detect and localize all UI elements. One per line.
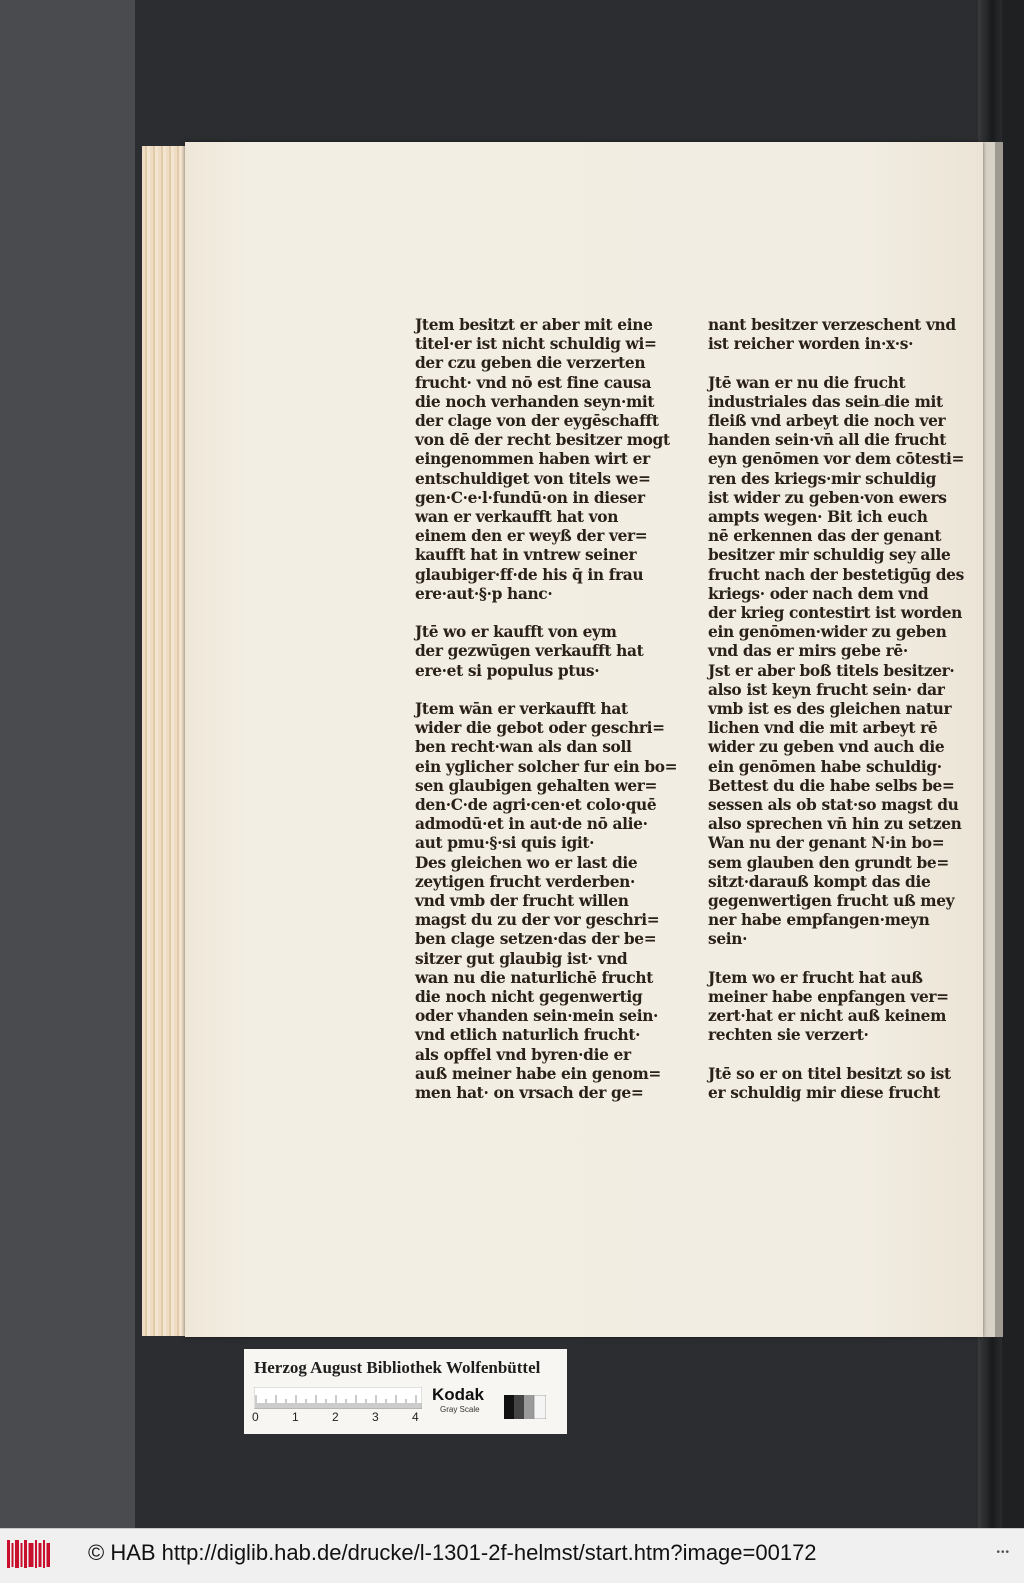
text-line: der krieg contestirt ist worden bbox=[708, 604, 962, 623]
text-line: industriales das sein die mit bbox=[708, 392, 943, 411]
text-line: vmb ist es des gleichen natur bbox=[708, 700, 952, 719]
text-line: nant besitzer verzeschent vnd bbox=[708, 316, 956, 334]
text-line: eingenommen haben wirt er bbox=[415, 450, 650, 469]
logo-bar bbox=[21, 1543, 23, 1567]
footer-bar bbox=[0, 1528, 1024, 1583]
text-line: einem den er weyß der ver= bbox=[415, 527, 648, 546]
logo-bar bbox=[24, 1540, 27, 1568]
text-line: nē erkennen das der genant bbox=[708, 527, 942, 546]
text-line: sem glauben den grundt be= bbox=[708, 853, 949, 872]
text-line: vnd etlich naturlich frucht· bbox=[415, 1026, 641, 1045]
logo-bar bbox=[47, 1543, 51, 1567]
paragraph bbox=[415, 700, 678, 1103]
ruler-label: 1 bbox=[292, 1410, 299, 1424]
text-line: titel·er ist nicht schuldig wi= bbox=[415, 335, 657, 354]
logo-bar bbox=[35, 1540, 37, 1568]
opposite-page-shadow bbox=[995, 142, 1003, 1337]
text-line: Jst er aber boß titels besitzer· bbox=[708, 661, 955, 680]
logo-bar bbox=[43, 1540, 45, 1568]
scale-ruler bbox=[254, 1387, 422, 1409]
text-line: ner habe empfangen·meyn bbox=[708, 911, 930, 930]
text-line: Jtem wān er verkaufft hat bbox=[415, 700, 628, 719]
text-line: eyn genōmen vor dem cōtesti= bbox=[708, 450, 965, 469]
text-line: magst du zu der vor geschri= bbox=[415, 911, 660, 930]
text-line: besitzer mir schuldig sey alle bbox=[708, 546, 951, 565]
text-line: ist wider zu geben·von ewers bbox=[708, 488, 947, 507]
text-column-left bbox=[415, 316, 678, 1122]
text-line: wider die gebot oder geschri= bbox=[415, 719, 665, 738]
text-line: die noch nicht gegenwertig bbox=[415, 988, 643, 1007]
logo-bar bbox=[39, 1543, 42, 1567]
logo-bar bbox=[15, 1540, 19, 1568]
text-line: ben clage setzen·das der be= bbox=[415, 930, 657, 949]
text-line: er schuldig mir diese frucht bbox=[708, 1084, 940, 1103]
logo-bar bbox=[7, 1540, 10, 1568]
text-line: also sprechen vn̄ hin zu setzen bbox=[708, 815, 962, 834]
text-line: rechten sie verzert· bbox=[708, 1026, 869, 1045]
library-name: Herzog August Bibliothek Wolfenbüttel bbox=[254, 1358, 541, 1377]
text-line: ren des kriegs·mir schuldig bbox=[708, 469, 937, 488]
text-line: aut pmu·§·si quis igit· bbox=[415, 834, 595, 853]
text-line: der gezwūgen verkaufft hat bbox=[415, 642, 644, 661]
text-line: fleiß vnd arbeyt die noch ver bbox=[708, 412, 946, 430]
text-line: wan nu die naturlichē frucht bbox=[415, 968, 654, 987]
text-line: sitzer gut glaubig ist· vnd bbox=[415, 949, 628, 968]
text-line: ampts wegen· Bit ich euch bbox=[708, 508, 928, 527]
text-line: zeytigen frucht verderben· bbox=[415, 872, 635, 891]
text-line: auß meiner habe ein genom= bbox=[415, 1064, 661, 1083]
text-line: gen·C·e·l·fundū·on in dieser bbox=[415, 488, 645, 507]
text-line: kriegs· oder nach dem vnd bbox=[708, 584, 929, 603]
logo-bar bbox=[12, 1543, 14, 1567]
paragraph bbox=[708, 969, 948, 1046]
text-line: wider zu geben vnd auch die bbox=[708, 738, 945, 757]
text-line: ist reicher worden in·x·s· bbox=[708, 335, 914, 354]
text-line: ere·aut·§·p hanc· bbox=[415, 584, 553, 603]
hab-logo-icon bbox=[6, 1539, 50, 1569]
kodak-logo: Kodak bbox=[432, 1385, 484, 1404]
text-line: ein genōmen habe schuldig· bbox=[708, 757, 942, 776]
page-edges bbox=[142, 146, 190, 1336]
gray-scale-patches bbox=[504, 1395, 546, 1419]
text-line: sen glaubigen gehalten wer= bbox=[415, 776, 658, 795]
text-line: den·C·de agri·cen·et colo·quē bbox=[415, 796, 657, 815]
opposite-page-edge bbox=[983, 142, 995, 1337]
text-line: der clage von der eygēschafft bbox=[415, 412, 659, 431]
text-line: als opffel vnd byren·die er bbox=[415, 1045, 631, 1064]
text-line: men hat· on vrsach der ge= bbox=[415, 1084, 644, 1103]
text-line: gegenwertigen frucht uß mey bbox=[708, 892, 955, 911]
text-line: ein genōmen·wider zu geben bbox=[708, 623, 947, 642]
text-line: ben recht·wan als dan soll bbox=[415, 738, 632, 757]
ruler-label: 3 bbox=[372, 1410, 379, 1424]
ruler-labels bbox=[252, 1410, 442, 1426]
text-line: frucht nach der bestetigūg des bbox=[708, 565, 964, 584]
more-dots-icon[interactable]: ••• bbox=[996, 1547, 1010, 1558]
text-line: sessen als ob stat·so magst du bbox=[708, 796, 959, 815]
text-line: glaubiger·ff·de his q̄ in frau bbox=[415, 565, 644, 584]
text-line: von dē der recht besitzer mogt bbox=[415, 431, 670, 450]
text-line: Jtem besitzt er aber mit eine bbox=[415, 316, 653, 334]
text-line: ein yglicher solcher fur ein bo= bbox=[415, 757, 678, 776]
color-target bbox=[244, 1349, 567, 1434]
text-line: Jtem wo er frucht hat auß bbox=[708, 968, 923, 987]
text-line: die noch verhanden seyn·mit bbox=[415, 392, 655, 411]
text-line: wan er verkaufft hat von bbox=[415, 508, 619, 527]
text-line: Wan nu der genant N·in bo= bbox=[708, 834, 945, 853]
backdrop-left bbox=[0, 0, 135, 1540]
text-line: handen sein·vn̄ all die frucht bbox=[708, 431, 947, 450]
text-line: frucht· vnd nō est fine causa bbox=[415, 373, 652, 392]
text-line: der czu geben die verzerten bbox=[415, 354, 646, 373]
text-line: Jtē wan er nu die frucht bbox=[708, 373, 906, 392]
text-line: Jtē wo er kaufft von eym bbox=[415, 623, 617, 642]
text-line: zert·hat er nicht auß keinem bbox=[708, 1007, 947, 1026]
paragraph bbox=[708, 316, 956, 354]
text-line: Jtē so er on titel besitzt so ist bbox=[708, 1064, 951, 1083]
copyright-url[interactable]: © HAB http://diglib.hab.de/drucke/l-1301-2f-helmst/start.htm?image=00172 bbox=[88, 1540, 817, 1565]
text-line: entschuldiget von titels we= bbox=[415, 469, 651, 488]
text-line: Des gleichen wo er last die bbox=[415, 853, 638, 872]
text-line: vnd das er mirs gebe rē· bbox=[708, 642, 908, 661]
text-line: ere·et si populus ptus· bbox=[415, 661, 600, 680]
text-line: sitzt·darauß kompt das die bbox=[708, 872, 931, 891]
paragraph bbox=[708, 373, 965, 950]
text-line: sein· bbox=[708, 930, 748, 949]
text-line: kaufft hat in vntrew seiner bbox=[415, 546, 637, 565]
ruler-label: 2 bbox=[332, 1410, 339, 1424]
logo-bar bbox=[29, 1543, 34, 1567]
text-line: Bettest du die habe selbs be= bbox=[708, 776, 955, 795]
text-line: meiner habe enpfangen ver= bbox=[708, 988, 949, 1007]
text-line: lichen vnd die mit arbeyt rē bbox=[708, 719, 938, 738]
ruler-label: 4 bbox=[412, 1410, 419, 1424]
paragraph bbox=[415, 316, 670, 604]
text-column-right bbox=[708, 316, 965, 1122]
paragraph bbox=[708, 1064, 951, 1103]
text-line: vnd vmb der frucht willen bbox=[415, 892, 629, 911]
text-line: also ist keyn frucht sein· dar bbox=[708, 680, 945, 699]
kodak-gray-scale-label: Gray Scale bbox=[440, 1405, 480, 1414]
ruler-label: 0 bbox=[252, 1410, 259, 1424]
text-line: admodū·et in aut·de nō alie· bbox=[415, 815, 648, 834]
text-line: oder vhanden sein·mein sein· bbox=[415, 1007, 659, 1026]
paragraph bbox=[415, 623, 655, 681]
